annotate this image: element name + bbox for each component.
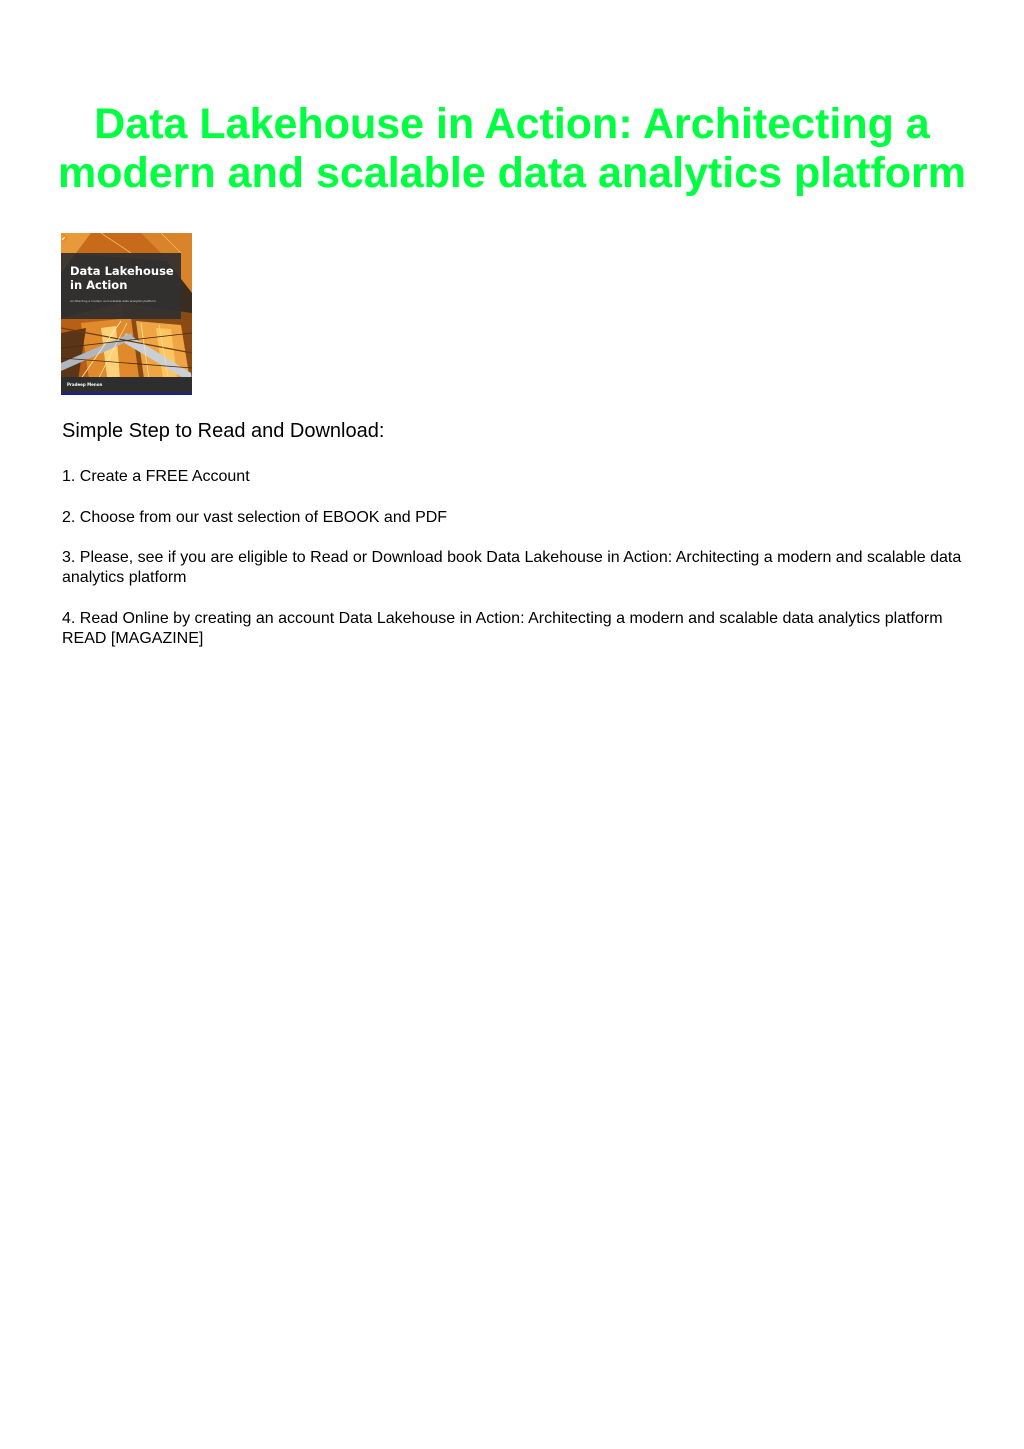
step-item-1: 1. Create a FREE Account <box>62 468 250 485</box>
book-cover-image <box>61 233 192 393</box>
step-item-4: 4. Read Online by creating an account Data Lakehouse in Action: Architecting a modern and scalable data analytics platform READ [MAGAZINE] <box>62 610 943 647</box>
steps-heading: Simple Step to Read and Download: <box>62 420 385 442</box>
page-title: Data Lakehouse in Action: Architecting a modern and scalable data analytics platform <box>57 100 967 197</box>
cover-link-underline <box>61 393 192 395</box>
book-cover-link[interactable] <box>61 233 192 395</box>
step-item-2: 2. Choose from our vast selection of EBOOK and PDF <box>62 509 448 526</box>
cover-title: Data Lakehouse in Action <box>70 264 174 292</box>
step-item-3: 3. Please, see if you are eligible to Read or Download book Data Lakehouse in Action: Architecting a modern and scalable data analytics platform <box>62 549 962 586</box>
cover-author: Pradeep Menon <box>67 382 103 387</box>
cover-subtitle: Architecting a modern and scalable data analytics platform <box>70 299 156 303</box>
packt-chevron-icon <box>61 233 69 243</box>
